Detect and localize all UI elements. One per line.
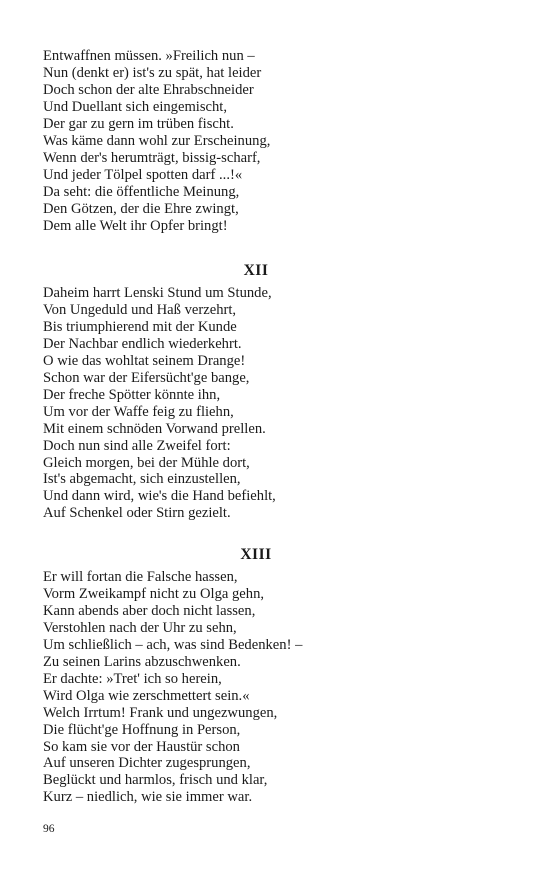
verse-line: Wird Olga wie zerschmettert sein.« xyxy=(43,687,250,704)
verse-line: Vorm Zweikampf nicht zu Olga gehn, xyxy=(43,585,265,602)
page-number: 96 xyxy=(43,823,55,835)
verse-line: Um schließlich – ach, was sind Bedenken! – xyxy=(43,636,303,653)
verse-line: Der freche Spötter könnte ihn, xyxy=(43,386,221,403)
verse-line: Wenn der's herumträgt, bissig-scharf, xyxy=(43,149,261,166)
verse-line: Welch Irrtum! Frank und ungezwungen, xyxy=(43,704,278,721)
verse-line: Doch schon der alte Ehrabschneider xyxy=(43,81,254,98)
verse-line: Und dann wird, wie's die Hand befiehlt, xyxy=(43,488,276,505)
verse-line: O wie das wohltat seinem Drange! xyxy=(43,352,246,369)
verse-line: Da seht: die öffentliche Meinung, xyxy=(43,183,240,200)
verse-line: Er will fortan die Falsche hassen, xyxy=(43,569,238,585)
verse-line: Nun (denkt er) ist's zu spät, hat leider xyxy=(43,64,262,81)
verse-line: Ist's abgemacht, sich einzustellen, xyxy=(43,471,241,488)
verse-line: Der gar zu gern im trüben fischt. xyxy=(43,115,234,132)
verse-line: Den Götzen, der die Ehre zwingt, xyxy=(43,200,239,217)
verse-line: Gleich morgen, bei der Mühle dort, xyxy=(43,454,250,471)
verse-line: So kam sie vor der Haustür schon xyxy=(43,738,240,755)
verse-line: Daheim harrt Lenski Stund um Stunde, xyxy=(43,285,272,301)
verse-line: Und jeder Tölpel spotten darf ...!« xyxy=(43,166,243,183)
verse-line: Beglückt und harmlos, frisch und klar, xyxy=(43,772,268,789)
verse-line: Was käme dann wohl zur Erscheinung, xyxy=(43,132,271,149)
verse-line: Kann abends aber doch nicht lassen, xyxy=(43,602,256,619)
verse-line: Dem alle Welt ihr Opfer bringt! xyxy=(43,217,228,234)
verse-line: Schon war der Eifersücht'ge bange, xyxy=(43,369,250,386)
verse-line: Mit einem schnöden Vorwand prellen. xyxy=(43,420,266,437)
stanza-xii xyxy=(43,285,483,522)
verse-line: Auf Schenkel oder Stirn gezielt. xyxy=(43,505,231,522)
verse-line: Und Duellant sich eingemischt, xyxy=(43,98,228,115)
verse-line: Er dachte: »Tret' ich so herein, xyxy=(43,670,222,687)
verse-line: Der Nachbar endlich wiederkehrt. xyxy=(43,335,242,352)
stanza-heading-xii: XII xyxy=(243,262,269,279)
stanza-xiii xyxy=(43,569,483,806)
verse-line: Verstohlen nach der Uhr zu sehn, xyxy=(43,619,237,636)
verse-line: Zu seinen Larins abzuschwenken. xyxy=(43,653,241,670)
verse-line: Auf unseren Dichter zugesprungen, xyxy=(43,755,251,772)
stanza-heading-xiii: XIII xyxy=(240,546,272,563)
verse-line: Bis triumphierend mit der Kunde xyxy=(43,318,237,335)
verse-line: Doch nun sind alle Zweifel fort: xyxy=(43,437,231,454)
stanza-continued xyxy=(43,48,483,234)
verse-line: Von Ungeduld und Haß verzehrt, xyxy=(43,301,237,318)
verse-line: Die flücht'ge Hoffnung in Person, xyxy=(43,721,241,738)
verse-line: Entwaffnen müssen. »Freilich nun – xyxy=(43,48,255,64)
verse-line: Um vor der Waffe feig zu fliehn, xyxy=(43,403,234,420)
verse-line: Kurz – niedlich, wie sie immer war. xyxy=(43,789,253,806)
